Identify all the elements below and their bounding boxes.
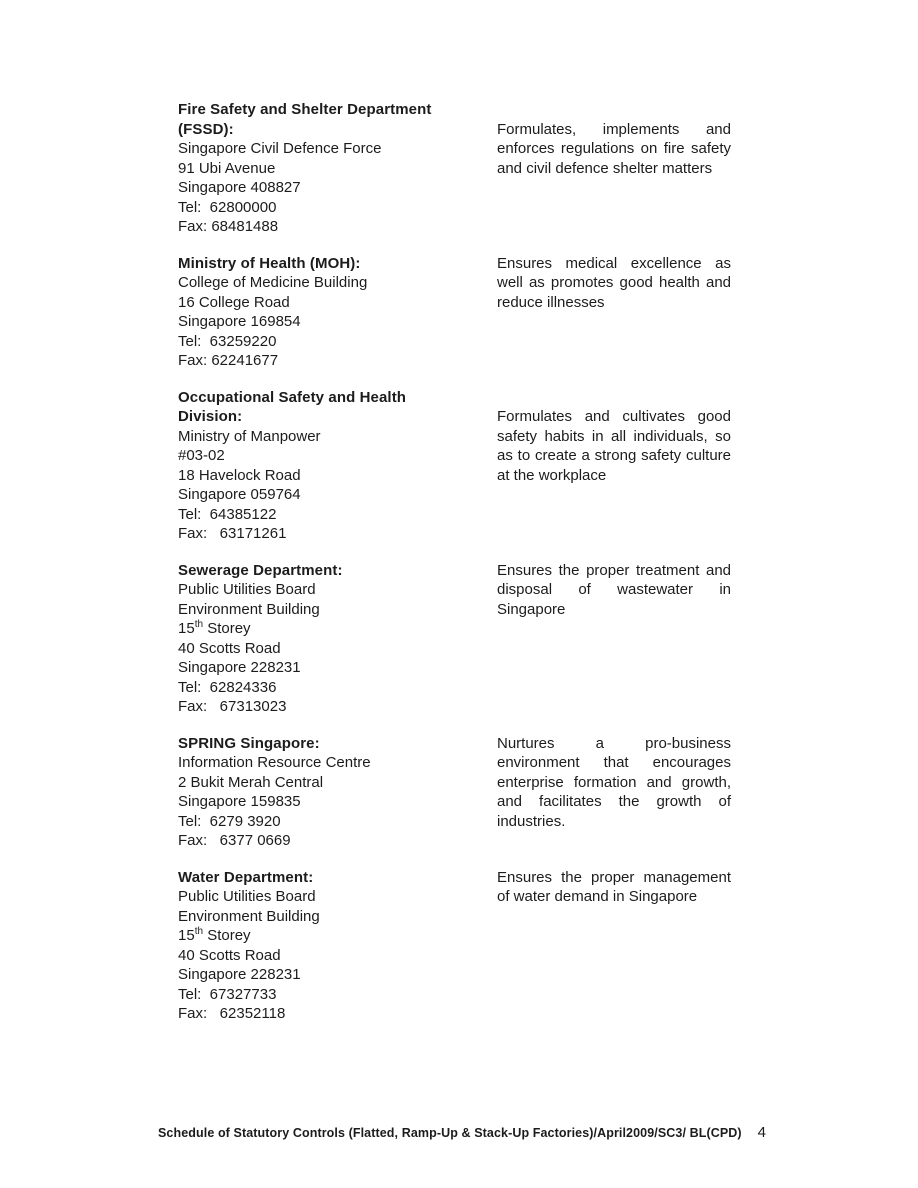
department-section [178, 561, 731, 717]
department-address-block [178, 561, 450, 717]
department-description-block [497, 388, 731, 544]
address-line: 91 Ubi Avenue [178, 159, 276, 177]
department-description: Nurtures a pro-business environment that encourages enterprise formation and growth, and facilitates the growth of industries. [497, 734, 731, 830]
department-description: Formulates and cultivates good safety habits in all individuals, so as to create a strong safety culture at the workplace [497, 408, 731, 484]
address-line: 16 College Road [178, 293, 290, 311]
page-number: 4 [757, 1124, 766, 1141]
department-name: Sewerage Department: [178, 561, 343, 579]
department-address-block [178, 254, 450, 371]
department-address-block [178, 100, 450, 237]
address-line: Singapore Civil Defence Force [178, 140, 382, 157]
address-line: College of Medicine Building [178, 274, 368, 291]
address-line: Singapore 169854 [178, 313, 301, 330]
address-line: Tel: 62800000 [178, 198, 277, 216]
address-line: 18 Havelock Road [178, 466, 301, 484]
department-directory [178, 100, 731, 1041]
department-name: Ministry of Health (MOH): [178, 254, 361, 272]
address-line: Tel: 6279 3920 [178, 812, 281, 830]
department-section [178, 388, 731, 544]
address-line: Environment Building [178, 600, 320, 618]
department-name: SPRING Singapore: [178, 734, 320, 752]
footer-document-title: Schedule of Statutory Controls (Flatted, Ramp-Up & Stack-Up Factories)/April2009/SC3/ BL(CPD) [158, 1126, 742, 1140]
address-line: Fax: 62352118 [178, 1005, 286, 1022]
department-description: Ensures medical excellence as well as promotes good health and reduce illnesses [497, 254, 731, 311]
department-description-block [497, 561, 731, 717]
address-line: Fax: 63171261 [178, 525, 287, 542]
department-section [178, 254, 731, 371]
address-line: Public Utilities Board [178, 581, 316, 598]
address-line: Fax: 62241677 [178, 352, 279, 369]
address-line: Singapore 059764 [178, 486, 301, 503]
address-line: Tel: 63259220 [178, 332, 277, 350]
department-description-block [497, 734, 731, 851]
department-name: Occupational Safety and Health Division: [178, 388, 407, 425]
address-line: Tel: 64385122 [178, 505, 277, 523]
department-description-block [497, 254, 731, 371]
address-line: Singapore 159835 [178, 793, 301, 810]
department-name: Fire Safety and Shelter Department (FSSD): [178, 101, 432, 138]
department-description-block [497, 100, 731, 237]
department-address-block [178, 868, 450, 1024]
department-description-block [497, 868, 731, 1024]
page-footer [158, 1124, 766, 1141]
address-line: Tel: 67327733 [178, 985, 277, 1003]
department-name: Water Department: [178, 868, 314, 886]
department-description: Ensures the proper treatment and disposal of wastewater in Singapore [497, 561, 731, 618]
department-address-block [178, 734, 450, 851]
department-description: Ensures the proper management of water demand in Singapore [497, 868, 731, 905]
address-line: Fax: 68481488 [178, 218, 279, 235]
address-line: 15th Storey [178, 619, 251, 637]
address-line: 40 Scotts Road [178, 946, 281, 964]
address-line: Singapore 408827 [178, 179, 301, 196]
address-line: Singapore 228231 [178, 966, 301, 983]
address-line: Tel: 62824336 [178, 678, 277, 696]
address-line: Public Utilities Board [178, 888, 316, 905]
address-line: #03-02 [178, 447, 225, 464]
department-description: Formulates, implements and enforces regulations on fire safety and civil defence shelter matters [497, 120, 731, 177]
address-line: Information Resource Centre [178, 754, 371, 771]
department-address-block [178, 388, 450, 544]
address-line: Ministry of Manpower [178, 427, 321, 445]
address-line: 40 Scotts Road [178, 639, 281, 657]
address-line: Fax: 6377 0669 [178, 832, 291, 849]
address-line: 2 Bukit Merah Central [178, 773, 324, 791]
address-line: 15th Storey [178, 926, 251, 944]
address-line: Singapore 228231 [178, 659, 301, 676]
department-section [178, 100, 731, 237]
department-section [178, 734, 731, 851]
address-line: Fax: 67313023 [178, 698, 287, 715]
address-line: Environment Building [178, 907, 320, 925]
department-section [178, 868, 731, 1024]
